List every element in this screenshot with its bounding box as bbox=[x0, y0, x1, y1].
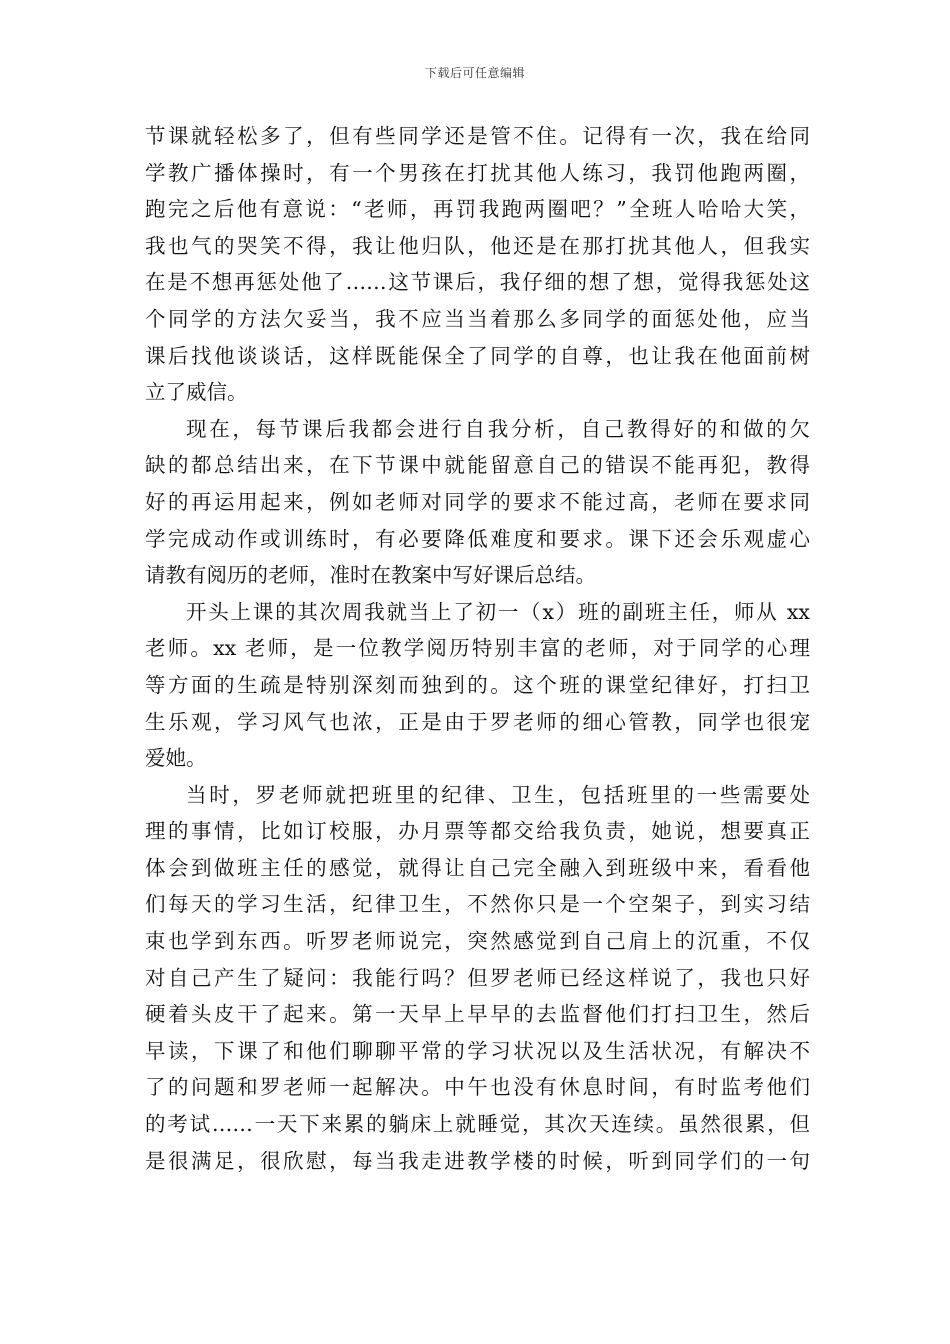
page-header: 下载后可任意编辑 bbox=[424, 66, 525, 80]
text-line: 请教有阅历的老师，准时在教案中写好课后总结。 bbox=[145, 563, 596, 588]
text-line: 学完成动作或训练时，有必要降低难度和要求。课下还会乐观虚心 bbox=[145, 526, 810, 551]
document-body bbox=[145, 118, 810, 1179]
text-line: 在是不想再惩处他了……这节课后，我仔细的想了想，觉得我惩处这 bbox=[145, 270, 810, 295]
text-line: 老师。xx 老师，是一位教学阅历特别丰富的老师，对于同学的心理 bbox=[145, 636, 810, 661]
text-line: 当时，罗老师就把班里的纪律、卫生，包括班里的一些需要处 bbox=[186, 782, 810, 807]
text-line: 对自己产生了疑问：我能行吗？但罗老师已经这样说了，我也只好 bbox=[145, 965, 810, 990]
text-line: 的考试……一天下来累的躺床上就睡觉，其次天连续。虽然很累，但 bbox=[145, 1112, 810, 1137]
text-line: 硬着头皮干了起来。第一天早上早早的去监督他们打扫卫生，然后 bbox=[145, 1002, 810, 1027]
text-line: 课后找他谈谈话，这样既能保全了同学的自尊，也让我在他面前树 bbox=[145, 343, 810, 368]
text-line: 束也学到东西。听罗老师说完，突然感觉到自己肩上的沉重，不仅 bbox=[145, 929, 810, 954]
text-line: 节课就轻松多了，但有些同学还是管不住。记得有一次，我在给同 bbox=[145, 124, 810, 148]
text-line: 开头上课的其次周我就当上了初一（x）班的副班主任，师从 xx bbox=[186, 599, 810, 624]
text-line: 生乐观，学习风气也浓，正是由于罗老师的细心管教，同学也很宠 bbox=[145, 709, 810, 734]
text-line: 立了威信。 bbox=[145, 380, 248, 405]
text-line: 我也气的哭笑不得，我让他归队，他还是在那打扰其他人，但我实 bbox=[145, 233, 810, 258]
paragraph bbox=[145, 118, 810, 411]
text-line: 好的再运用起来，例如老师对同学的要求不能过高，老师在要求同 bbox=[145, 489, 810, 514]
text-line: 体会到做班主任的感觉，就得让自己完全融入到班级中来，看看他 bbox=[145, 855, 810, 880]
paragraph bbox=[145, 411, 810, 594]
paragraph bbox=[145, 777, 810, 1180]
text-line: 缺的都总结出来，在下节课中就能留意自己的错误不能再犯，教得 bbox=[145, 453, 810, 478]
text-line: 了的问题和罗老师一起解决。中午也没有休息时间，有时监考他们 bbox=[145, 1075, 810, 1100]
text-line: 跑完之后他有意说：“老师，再罚我跑两圈吧？”全班人哈哈大笑， bbox=[145, 197, 810, 222]
text-line: 理的事情，比如订校服，办月票等都交给我负责，她说，想要真正 bbox=[145, 819, 810, 844]
text-line: 们每天的学习生活，纪律卫生，不然你只是一个空架子，到实习结 bbox=[145, 892, 810, 917]
text-line: 学教广播体操时，有一个男孩在打扰其他人练习，我罚他跑两圈， bbox=[145, 160, 810, 185]
text-line: 个同学的方法欠妥当，我不应当当着那么多同学的面惩处他，应当 bbox=[145, 306, 810, 331]
paragraph bbox=[145, 594, 810, 777]
text-line: 等方面的生疏是特别深刻而独到的。这个班的课堂纪律好，打扫卫 bbox=[145, 672, 810, 697]
text-line: 现在，每节课后我都会进行自我分析，自己教得好的和做的欠 bbox=[186, 416, 810, 441]
text-line: 爱她。 bbox=[145, 746, 207, 771]
text-line: 是很满足，很欣慰，每当我走进教学楼的时候，听到同学们的一句 bbox=[145, 1148, 810, 1173]
text-line: 早读，下课了和他们聊聊平常的学习状况以及生活状况，有解决不 bbox=[145, 1038, 810, 1063]
